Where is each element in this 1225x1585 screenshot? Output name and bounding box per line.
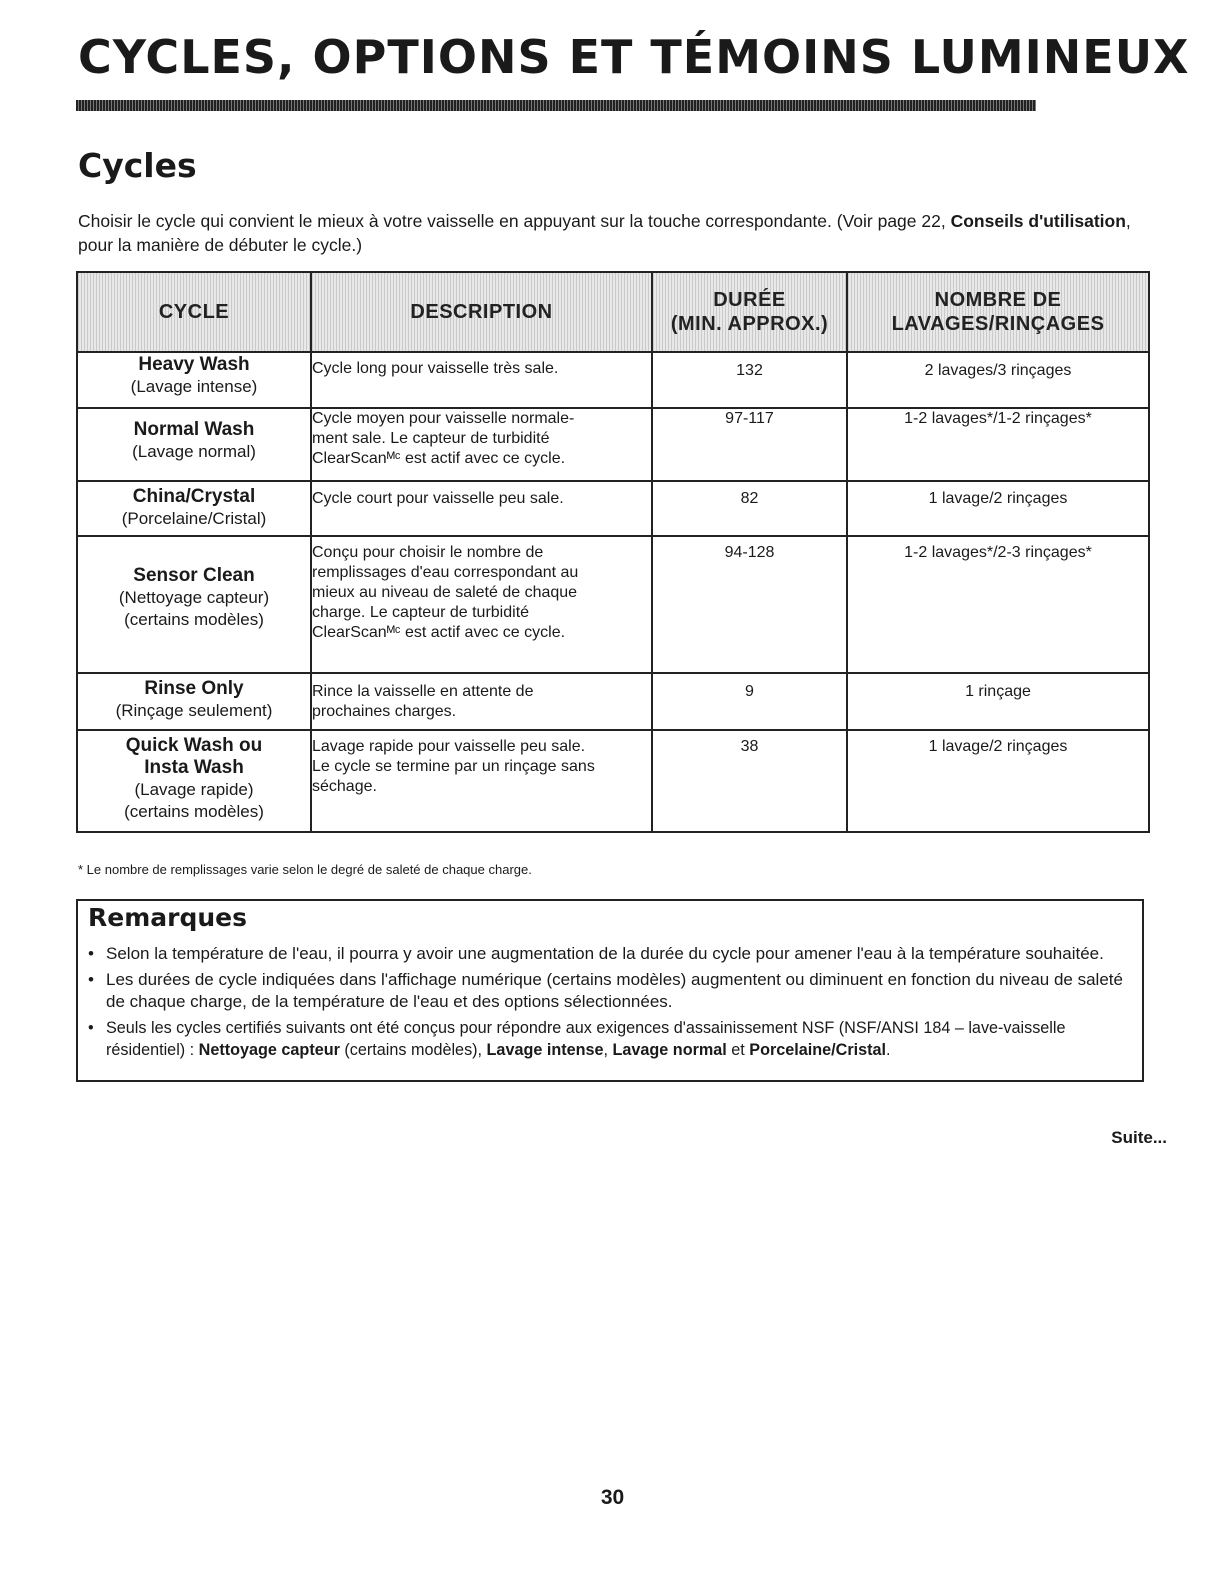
note-text: .: [886, 1041, 891, 1059]
duration-cell: 97-117: [652, 408, 847, 481]
duration-cell: 38: [652, 730, 847, 832]
list-item: [84, 1017, 1134, 1061]
cycle-cell: [77, 408, 311, 481]
header-description: DESCRIPTION: [311, 272, 652, 352]
description-cell: Cycle court pour vaisselle peu sale.: [311, 481, 652, 536]
cycle-subtitle: (Porcelaine/Cristal): [121, 509, 267, 528]
intro-text-1: Choisir le cycle qui convient le mieux à votre vaisselle en appuyant sur la touche correspondante. (Voir page 22,: [78, 211, 946, 231]
table-row: [77, 536, 1149, 673]
description-cell: Lavage rapide pour vaisselle peu sale. Le cycle se termine par un rinçage sans séchage.: [311, 730, 652, 832]
washes-cell: 1 lavage/2 rinçages: [847, 481, 1149, 536]
header-cycle: CYCLE: [77, 272, 311, 352]
cycle-name: Rinse Only: [144, 678, 244, 699]
description-cell: Cycle long pour vaisselle très sale.: [311, 352, 652, 408]
washes-cell: 1-2 lavages*/2-3 rinçages*: [847, 536, 1149, 673]
cycle-subtitle: (Lavage normal): [132, 442, 256, 461]
header-nombre: NOMBRE DE LAVAGES/RINÇAGES: [847, 272, 1149, 352]
description-cell: Conçu pour choisir le nombre de remplissages d'eau correspondant au mieux au niveau de saleté de chaque charge. Le capteur de turbidité ClearScanᴹᶜ est actif avec ce cycle.: [311, 536, 652, 673]
cycle-subtitle: (Lavage intense): [130, 377, 258, 396]
note-text: Les durées de cycle indiquées dans l'affichage numérique (certains modèles) augmentent ou diminuent en fonction du niveau de saleté de chaque charge, de la température de l'eau et des options sélectionnées.: [106, 970, 1123, 1011]
table-row: [77, 352, 1149, 408]
note-text: ,: [603, 1041, 613, 1059]
table-row: [77, 673, 1149, 730]
cycle-subtitle: (Nettoyage capteur): [118, 588, 270, 607]
table-header-row: [77, 272, 1149, 352]
list-item: [84, 969, 1134, 1013]
cycle-subtitle: (Lavage rapide): [134, 780, 254, 799]
note-bold: Porcelaine/Cristal: [749, 1041, 887, 1059]
duration-cell: 9: [652, 673, 847, 730]
cycle-subtitle: (certains modèles): [124, 610, 264, 629]
cycle-name: Quick Wash ou Insta Wash: [125, 735, 263, 778]
bullet-icon: •: [88, 1019, 94, 1037]
header-duree: DURÉE (MIN. APPROX.): [652, 272, 847, 352]
cycle-name: Normal Wash: [133, 419, 255, 440]
remarques-title: Remarques: [88, 903, 247, 932]
duration-cell: 82: [652, 481, 847, 536]
intro-bold-link: Conseils d'utilisation: [950, 211, 1126, 231]
cycle-cell: [77, 481, 311, 536]
note-bold: Lavage normal: [612, 1041, 727, 1059]
washes-cell: 1-2 lavages*/1-2 rinçages*: [847, 408, 1149, 481]
note-text: (certains modèles),: [339, 1041, 487, 1059]
continued-label: Suite...: [1111, 1128, 1167, 1147]
description-cell: Rince la vaisselle en attente de prochaines charges.: [311, 673, 652, 730]
bullet-icon: •: [88, 970, 94, 989]
table-row: [77, 481, 1149, 536]
table-row: [77, 408, 1149, 481]
bullet-icon: •: [88, 944, 94, 963]
note-text: Selon la température de l'eau, il pourra y avoir une augmentation de la durée du cycle pour amener l'eau à la température souhaitée.: [106, 944, 1104, 963]
washes-cell: 1 rinçage: [847, 673, 1149, 730]
remarques-list: [84, 943, 1134, 1065]
cycle-name: Heavy Wash: [138, 354, 250, 375]
note-text: et: [726, 1041, 750, 1059]
remarques-box: [76, 899, 1144, 1082]
note-bold: Nettoyage capteur: [198, 1041, 340, 1059]
title-rule: [76, 100, 1036, 111]
cycle-name: Sensor Clean: [133, 565, 255, 586]
description-cell: Cycle moyen pour vaisselle normale- ment sale. Le capteur de turbidité ClearScanᴹᶜ est actif avec ce cycle.: [311, 408, 652, 481]
cycles-table: [76, 271, 1150, 833]
cycle-name: China/Crystal: [132, 486, 256, 507]
table-footnote: * Le nombre de remplissages varie selon le degré de saleté de chaque charge.: [78, 862, 532, 877]
cycle-cell: [77, 536, 311, 673]
cycle-subtitle: (Rinçage seulement): [115, 701, 273, 720]
intro-paragraph: [78, 209, 1138, 257]
page-number: 30: [600, 1486, 625, 1509]
duration-cell: 132: [652, 352, 847, 408]
table-row: [77, 730, 1149, 832]
duration-cell: 94-128: [652, 536, 847, 673]
cycle-cell: [77, 730, 311, 832]
note-bold: Lavage intense: [486, 1041, 604, 1059]
washes-cell: 1 lavage/2 rinçages: [847, 730, 1149, 832]
cycle-subtitle: (certains modèles): [124, 802, 264, 821]
page-title: CYCLES, OPTIONS ET TÉMOINS LUMINEUX: [78, 30, 1190, 84]
note-text: Seuls les cycles certifiés suivants ont été conçus pour répondre aux exigences d'assainissement NSF (NSF/ANSI 184 – lave-vaisselle résidentiel) :: [106, 1019, 1066, 1059]
cycle-cell: [77, 673, 311, 730]
section-title: Cycles: [78, 146, 197, 185]
list-item: [84, 943, 1134, 965]
cycle-cell: [77, 352, 311, 408]
intro-text-2: , pour la manière de débuter le cycle.): [78, 211, 1131, 255]
washes-cell: 2 lavages/3 rinçages: [847, 352, 1149, 408]
